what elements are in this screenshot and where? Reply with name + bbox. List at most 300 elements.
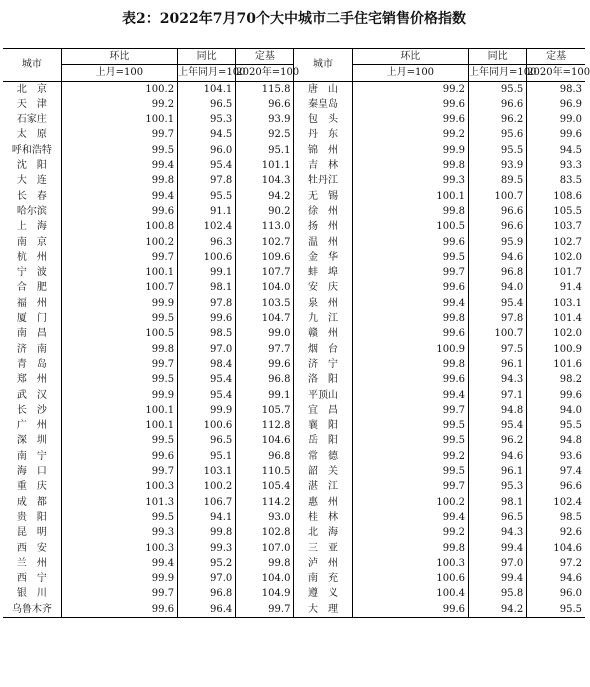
base-value: 100.9 <box>527 342 585 357</box>
table-row <box>3 296 585 311</box>
base-value: 97.4 <box>527 464 585 479</box>
yoy-value: 106.7 <box>178 495 236 510</box>
table-row <box>3 602 585 618</box>
yoy-value: 96.3 <box>178 235 236 250</box>
base-value: 103.1 <box>527 296 585 311</box>
city-name: 广 州 <box>16 420 47 432</box>
mom-value: 99.8 <box>352 541 468 556</box>
city-name: 乌鲁木齐 <box>3 602 61 618</box>
yoy-value: 96.2 <box>469 433 527 448</box>
city-name: 长 春 <box>16 190 47 202</box>
base-value: 105.4 <box>236 479 294 494</box>
mom-value: 99.9 <box>61 388 177 403</box>
table-row <box>3 541 585 556</box>
city-name: 宜 昌 <box>294 403 352 418</box>
yoy-value: 94.8 <box>469 403 527 418</box>
yoy-value: 97.0 <box>178 342 236 357</box>
base-header-left: 定基 <box>236 49 294 65</box>
city-name: 厦 门 <box>16 313 47 325</box>
mom-value: 99.6 <box>352 326 468 341</box>
city-name: 温 州 <box>294 235 352 250</box>
yoy-value: 100.2 <box>178 479 236 494</box>
yoy-value: 95.5 <box>469 81 527 97</box>
mom-value: 100.1 <box>61 265 177 280</box>
yoy-value: 96.2 <box>469 112 527 127</box>
mom-value: 100.6 <box>352 571 468 586</box>
mom-value: 99.5 <box>352 433 468 448</box>
city-name: 南 充 <box>294 571 352 586</box>
base-value: 101.6 <box>527 357 585 372</box>
base-value: 104.0 <box>236 280 294 295</box>
yoy-value: 99.6 <box>178 311 236 326</box>
base-value: 93.3 <box>527 158 585 173</box>
mom-value: 99.7 <box>61 586 177 601</box>
base-value: 99.1 <box>236 388 294 403</box>
city-name: 太 原 <box>16 129 47 141</box>
mom-value: 100.2 <box>61 81 177 97</box>
yoy-value: 98.1 <box>178 280 236 295</box>
base-value: 96.9 <box>527 97 585 112</box>
yoy-value: 95.4 <box>469 296 527 311</box>
city-name: 三 亚 <box>294 541 352 556</box>
mom-value: 99.6 <box>352 112 468 127</box>
city-name: 北 京 <box>16 83 47 95</box>
base-value: 104.6 <box>527 541 585 556</box>
city-name: 武 汉 <box>16 389 47 401</box>
city-name: 石家庄 <box>16 114 47 126</box>
mom-value: 101.3 <box>61 495 177 510</box>
yoy-value: 93.9 <box>469 158 527 173</box>
yoy-value: 95.9 <box>469 235 527 250</box>
table-row <box>3 403 585 418</box>
base-value: 99.8 <box>236 556 294 571</box>
yoy-value: 95.1 <box>178 449 236 464</box>
city-name: 赣 州 <box>294 326 352 341</box>
yoy-value: 98.1 <box>469 495 527 510</box>
yoy-value: 89.5 <box>469 173 527 188</box>
yoy-value: 96.8 <box>178 586 236 601</box>
city-name: 青 岛 <box>16 358 47 370</box>
mom-value: 99.4 <box>61 189 177 204</box>
city-name: 徐 州 <box>294 204 352 219</box>
yoy-value: 94.0 <box>469 280 527 295</box>
price-index-table <box>3 48 590 618</box>
mom-value: 100.3 <box>352 556 468 571</box>
mom-value: 100.2 <box>352 495 468 510</box>
yoy-value: 95.3 <box>178 112 236 127</box>
yoy-value: 95.3 <box>469 479 527 494</box>
mom-value: 99.6 <box>352 235 468 250</box>
yoy-header-right: 同比 <box>469 49 527 65</box>
mom-value: 100.5 <box>61 326 177 341</box>
table-row <box>3 189 585 204</box>
base-value: 99.0 <box>527 112 585 127</box>
mom-value: 99.8 <box>352 158 468 173</box>
base-value: 92.6 <box>527 525 585 540</box>
city-name: 丹 东 <box>294 127 352 142</box>
mom-value: 99.7 <box>61 127 177 142</box>
city-name: 哈尔滨 <box>16 205 47 217</box>
table-row <box>3 81 585 97</box>
base-value: 97.2 <box>527 556 585 571</box>
yoy-value: 96.5 <box>178 433 236 448</box>
base-value: 93.9 <box>236 112 294 127</box>
table-row <box>3 464 585 479</box>
city-name: 天 津 <box>16 98 47 110</box>
city-header-left: 城市 <box>3 49 61 82</box>
base-value: 101.7 <box>527 265 585 280</box>
mom-value: 100.8 <box>61 219 177 234</box>
mom-value: 99.7 <box>61 250 177 265</box>
city-name: 沈 阳 <box>16 160 47 172</box>
base-value: 94.0 <box>527 403 585 418</box>
base-value: 104.6 <box>236 433 294 448</box>
mom-value: 99.4 <box>352 510 468 525</box>
city-name: 宁 波 <box>16 267 47 279</box>
table-row <box>3 127 585 142</box>
base-value: 107.0 <box>236 541 294 556</box>
city-name: 福 州 <box>16 297 47 309</box>
mom-value: 100.9 <box>352 342 468 357</box>
base-value: 102.0 <box>527 250 585 265</box>
table-row <box>3 204 585 219</box>
city-name: 泸 州 <box>294 556 352 571</box>
city-name: 韶 关 <box>294 464 352 479</box>
yoy-value: 97.0 <box>469 556 527 571</box>
yoy-value: 96.1 <box>469 464 527 479</box>
yoy-value: 103.1 <box>178 464 236 479</box>
city-name: 烟 台 <box>294 342 352 357</box>
yoy-value: 99.9 <box>178 403 236 418</box>
yoy-value: 97.1 <box>469 388 527 403</box>
base-value: 105.5 <box>527 204 585 219</box>
yoy-value: 96.6 <box>469 97 527 112</box>
mom-value: 99.7 <box>352 403 468 418</box>
base-value: 104.0 <box>236 571 294 586</box>
city-name: 遵 义 <box>294 586 352 601</box>
yoy-value: 96.8 <box>469 265 527 280</box>
city-name: 南 昌 <box>16 328 47 340</box>
city-name: 常 德 <box>294 449 352 464</box>
base-value: 83.5 <box>527 173 585 188</box>
yoy-value: 99.3 <box>178 541 236 556</box>
city-name: 唐 山 <box>294 81 352 97</box>
city-name: 泉 州 <box>294 296 352 311</box>
base-header-right: 定基 <box>527 49 585 65</box>
base-value: 112.8 <box>236 418 294 433</box>
base-value: 93.0 <box>236 510 294 525</box>
yoy-value: 95.4 <box>178 372 236 387</box>
city-name: 秦皇岛 <box>294 97 352 112</box>
city-name: 大 连 <box>16 175 47 187</box>
mom-value: 99.2 <box>352 127 468 142</box>
yoy-value: 99.8 <box>178 525 236 540</box>
city-name: 桂 林 <box>294 510 352 525</box>
table-row <box>3 586 585 601</box>
base-value: 96.6 <box>527 479 585 494</box>
mom-value: 100.5 <box>352 219 468 234</box>
mom-header-right: 环比 <box>352 49 468 65</box>
table-row <box>3 158 585 173</box>
base-value: 95.5 <box>527 418 585 433</box>
yoy-value: 94.3 <box>469 525 527 540</box>
yoy-value: 96.5 <box>469 510 527 525</box>
yoy-value: 94.6 <box>469 449 527 464</box>
city-name: 岳 阳 <box>294 433 352 448</box>
base-value: 95.5 <box>527 602 585 618</box>
base-value: 102.8 <box>236 525 294 540</box>
mom-header-left: 环比 <box>61 49 177 65</box>
city-name: 合 肥 <box>16 282 47 294</box>
yoy-value: 97.8 <box>178 296 236 311</box>
mom-value: 99.7 <box>352 479 468 494</box>
table-row <box>3 357 585 372</box>
base-value: 94.2 <box>236 189 294 204</box>
yoy-value: 95.5 <box>178 189 236 204</box>
yoy-value: 95.8 <box>469 586 527 601</box>
base-value: 94.8 <box>527 433 585 448</box>
mom-value: 99.4 <box>352 296 468 311</box>
mom-value: 99.9 <box>61 571 177 586</box>
yoy-value: 91.1 <box>178 204 236 219</box>
table-row <box>3 449 585 464</box>
base-value: 98.2 <box>527 372 585 387</box>
base-value: 99.6 <box>236 357 294 372</box>
mom-value: 99.5 <box>352 418 468 433</box>
mom-value: 100.3 <box>61 479 177 494</box>
base-value: 114.2 <box>236 495 294 510</box>
yoy-value: 96.6 <box>469 204 527 219</box>
city-name: 湛 江 <box>294 479 352 494</box>
base-value: 105.7 <box>236 403 294 418</box>
mom-value: 99.4 <box>61 556 177 571</box>
city-name: 无 锡 <box>294 189 352 204</box>
mom-value: 99.5 <box>352 250 468 265</box>
base-value: 94.6 <box>527 571 585 586</box>
mom-value: 100.1 <box>61 418 177 433</box>
city-name: 安 庆 <box>294 280 352 295</box>
city-name: 北 海 <box>294 525 352 540</box>
base-value: 98.3 <box>527 81 585 97</box>
base-value: 104.7 <box>236 311 294 326</box>
base-value: 99.6 <box>527 388 585 403</box>
table-row <box>3 311 585 326</box>
mom-value: 99.8 <box>61 342 177 357</box>
page-title: 表2：2022年7月70个大中城市二手住宅销售价格指数 <box>122 11 466 27</box>
city-name: 海 口 <box>16 466 47 478</box>
city-name: 杭 州 <box>16 251 47 263</box>
base-value: 99.6 <box>527 127 585 142</box>
yoy-value: 97.8 <box>469 311 527 326</box>
yoy-value: 98.5 <box>178 326 236 341</box>
yoy-value: 96.1 <box>469 357 527 372</box>
mom-value: 99.6 <box>352 97 468 112</box>
mom-value: 99.9 <box>352 143 468 158</box>
table-row <box>3 479 585 494</box>
yoy-value: 94.2 <box>469 602 527 618</box>
base-value: 109.6 <box>236 250 294 265</box>
base-value: 91.4 <box>527 280 585 295</box>
mom-value: 99.2 <box>352 81 468 97</box>
base-value: 96.0 <box>527 586 585 601</box>
table-row <box>3 571 585 586</box>
mom-value: 99.6 <box>61 204 177 219</box>
yoy-value: 100.6 <box>178 250 236 265</box>
table-row <box>3 112 585 127</box>
mom-value: 99.4 <box>61 158 177 173</box>
table-row <box>3 326 585 341</box>
city-name: 吉 林 <box>294 158 352 173</box>
mom-value: 99.6 <box>352 602 468 618</box>
city-name: 平顶山 <box>294 388 352 403</box>
city-name: 重 庆 <box>16 481 47 493</box>
mom-value: 99.6 <box>61 602 177 618</box>
table-row <box>3 495 585 510</box>
mom-value: 99.2 <box>61 97 177 112</box>
table-row <box>3 250 585 265</box>
base-value: 102.4 <box>527 495 585 510</box>
mom-value: 100.1 <box>61 403 177 418</box>
base-value: 94.5 <box>527 143 585 158</box>
mom-value: 99.8 <box>61 173 177 188</box>
table-row <box>3 143 585 158</box>
base-value: 104.3 <box>236 173 294 188</box>
city-name: 昆 明 <box>16 527 47 539</box>
yoy-value: 99.4 <box>469 571 527 586</box>
city-name: 济 宁 <box>294 357 352 372</box>
city-name: 济 南 <box>16 343 47 355</box>
yoy-value: 96.0 <box>178 143 236 158</box>
yoy-value: 98.4 <box>178 357 236 372</box>
yoy-value: 97.8 <box>178 173 236 188</box>
base-value: 115.8 <box>236 81 294 97</box>
base-value: 98.5 <box>527 510 585 525</box>
yoy-value: 95.6 <box>469 127 527 142</box>
table-row <box>3 173 585 188</box>
table-row <box>3 388 585 403</box>
yoy-header-left: 同比 <box>178 49 236 65</box>
table-row <box>3 342 585 357</box>
base-value: 113.0 <box>236 219 294 234</box>
base-value: 102.7 <box>527 235 585 250</box>
base-value: 92.5 <box>236 127 294 142</box>
base-value: 96.8 <box>236 372 294 387</box>
mom-value: 99.8 <box>352 204 468 219</box>
base-value: 110.5 <box>236 464 294 479</box>
yoy-value: 94.1 <box>178 510 236 525</box>
city-name: 大 理 <box>294 602 352 618</box>
mom-value: 99.4 <box>352 388 468 403</box>
table-row <box>3 235 585 250</box>
yoy-value: 95.5 <box>469 143 527 158</box>
base-value: 101.1 <box>236 158 294 173</box>
mom-sub-right: 上月=100 <box>352 65 468 81</box>
base-value: 90.2 <box>236 204 294 219</box>
mom-value: 99.6 <box>352 280 468 295</box>
yoy-value: 100.7 <box>469 189 527 204</box>
city-name: 扬 州 <box>294 219 352 234</box>
city-name: 南 京 <box>16 236 47 248</box>
mom-value: 99.9 <box>61 296 177 311</box>
mom-value: 99.7 <box>352 265 468 280</box>
yoy-value: 104.1 <box>178 81 236 97</box>
yoy-sub-right: 上年同月=100 <box>469 65 527 81</box>
city-name: 深 圳 <box>16 435 47 447</box>
table-row <box>3 433 585 448</box>
mom-value: 100.3 <box>61 541 177 556</box>
city-name: 兰 州 <box>16 557 47 569</box>
table-row <box>3 265 585 280</box>
city-name: 银 川 <box>16 588 47 600</box>
city-name: 郑 州 <box>16 374 47 386</box>
city-name: 包 头 <box>294 112 352 127</box>
base-value: 108.6 <box>527 189 585 204</box>
city-name: 成 都 <box>16 496 47 508</box>
mom-value: 99.6 <box>352 372 468 387</box>
city-name: 上 海 <box>16 221 47 233</box>
yoy-value: 94.6 <box>469 250 527 265</box>
base-value: 103.7 <box>527 219 585 234</box>
mom-sub-left: 上月=100 <box>61 65 177 81</box>
mom-value: 99.5 <box>61 510 177 525</box>
base-value: 99.7 <box>236 602 294 618</box>
mom-value: 100.2 <box>61 235 177 250</box>
table-row <box>3 280 585 295</box>
city-name: 牡丹江 <box>294 173 352 188</box>
mom-value: 99.2 <box>352 449 468 464</box>
mom-value: 99.3 <box>352 173 468 188</box>
mom-value: 99.5 <box>61 311 177 326</box>
mom-value: 100.1 <box>61 112 177 127</box>
city-name: 蚌 埠 <box>294 265 352 280</box>
mom-value: 99.5 <box>352 464 468 479</box>
yoy-value: 100.6 <box>178 418 236 433</box>
city-name: 呼和浩特 <box>11 144 52 156</box>
mom-value: 100.4 <box>352 586 468 601</box>
mom-value: 99.5 <box>61 143 177 158</box>
yoy-value: 102.4 <box>178 219 236 234</box>
mom-value: 99.2 <box>352 525 468 540</box>
city-name: 惠 州 <box>294 495 352 510</box>
city-name: 西 宁 <box>16 573 47 585</box>
city-name: 洛 阳 <box>294 372 352 387</box>
city-name: 西 安 <box>16 542 47 554</box>
mom-value: 100.1 <box>352 189 468 204</box>
mom-value: 99.5 <box>61 433 177 448</box>
yoy-value: 94.5 <box>178 127 236 142</box>
yoy-value: 95.2 <box>178 556 236 571</box>
mom-value: 99.6 <box>61 449 177 464</box>
base-value: 102.7 <box>236 235 294 250</box>
city-name: 金 华 <box>294 250 352 265</box>
base-sub-right: 2020年=100 <box>527 65 585 81</box>
yoy-value: 94.3 <box>469 372 527 387</box>
yoy-value: 95.4 <box>178 158 236 173</box>
yoy-value: 97.0 <box>178 571 236 586</box>
yoy-value: 100.7 <box>469 326 527 341</box>
base-sub-left: 2020年=100 <box>236 65 294 81</box>
base-value: 103.5 <box>236 296 294 311</box>
yoy-value: 95.4 <box>469 418 527 433</box>
mom-value: 99.8 <box>352 357 468 372</box>
yoy-value: 99.4 <box>469 541 527 556</box>
yoy-value: 99.1 <box>178 265 236 280</box>
yoy-value: 96.6 <box>469 219 527 234</box>
table-row <box>3 372 585 387</box>
yoy-value: 96.5 <box>178 97 236 112</box>
base-value: 104.9 <box>236 586 294 601</box>
base-value: 101.4 <box>527 311 585 326</box>
